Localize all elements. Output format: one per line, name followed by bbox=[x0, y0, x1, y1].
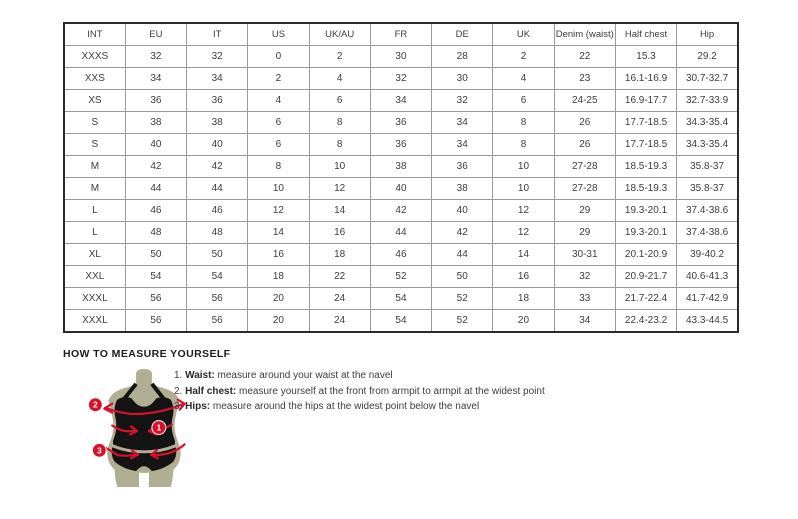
table-cell: 38 bbox=[187, 112, 248, 134]
measure-step bbox=[174, 387, 545, 398]
table-cell: 12 bbox=[248, 200, 309, 222]
table-cell: 14 bbox=[309, 200, 370, 222]
table-cell: 29 bbox=[554, 222, 615, 244]
table-cell: 10 bbox=[248, 178, 309, 200]
table-cell: 38 bbox=[370, 156, 431, 178]
table-cell: XXXL bbox=[64, 288, 125, 310]
table-row bbox=[64, 288, 738, 310]
table-cell: 24-25 bbox=[554, 90, 615, 112]
header-row bbox=[64, 23, 738, 46]
table-cell: 38 bbox=[125, 112, 186, 134]
table-cell: 42 bbox=[370, 200, 431, 222]
table-cell: 21.7-22.4 bbox=[615, 288, 676, 310]
table-cell: 22.4-23.2 bbox=[615, 310, 676, 333]
table-cell: 32 bbox=[554, 266, 615, 288]
table-cell: 34 bbox=[432, 112, 493, 134]
table-cell: 41.7-42.9 bbox=[677, 288, 738, 310]
table-cell: 50 bbox=[125, 244, 186, 266]
table-cell: 8 bbox=[309, 112, 370, 134]
table-cell: 6 bbox=[248, 112, 309, 134]
table-cell: M bbox=[64, 178, 125, 200]
measure-step bbox=[174, 402, 545, 413]
table-cell: S bbox=[64, 134, 125, 156]
table-row bbox=[64, 200, 738, 222]
table-cell: 29 bbox=[554, 200, 615, 222]
table-cell: 10 bbox=[493, 178, 554, 200]
table-row bbox=[64, 134, 738, 156]
table-cell: 16 bbox=[309, 222, 370, 244]
table-cell: 16 bbox=[493, 266, 554, 288]
table-cell: 56 bbox=[187, 310, 248, 333]
table-cell: 42 bbox=[432, 222, 493, 244]
table-cell: 46 bbox=[125, 200, 186, 222]
table-cell: 14 bbox=[248, 222, 309, 244]
table-body bbox=[64, 46, 738, 333]
table-cell: 37.4-38.6 bbox=[677, 200, 738, 222]
header-cell: DE bbox=[432, 23, 493, 46]
table-cell: 30.7-32.7 bbox=[677, 68, 738, 90]
table-cell: 33 bbox=[554, 288, 615, 310]
table-cell: 8 bbox=[493, 134, 554, 156]
table-cell: 56 bbox=[125, 288, 186, 310]
table-cell: 56 bbox=[187, 288, 248, 310]
table-cell: 54 bbox=[187, 266, 248, 288]
table-cell: 4 bbox=[493, 68, 554, 90]
table-cell: 8 bbox=[493, 112, 554, 134]
table-cell: 12 bbox=[309, 178, 370, 200]
table-row bbox=[64, 244, 738, 266]
table-cell: 18.5-19.3 bbox=[615, 156, 676, 178]
table-cell: 17.7-18.5 bbox=[615, 134, 676, 156]
section-heading: HOW TO MEASURE YOURSELF bbox=[63, 348, 231, 360]
step-text: measure yourself at the front from armpit to armpit at the widest point bbox=[236, 385, 545, 397]
table-cell: 50 bbox=[432, 266, 493, 288]
table-header bbox=[64, 23, 738, 46]
table-cell: 37.4-38.6 bbox=[677, 222, 738, 244]
table-cell: 23 bbox=[554, 68, 615, 90]
table-cell: 20.1-20.9 bbox=[615, 244, 676, 266]
table-cell: 36 bbox=[187, 90, 248, 112]
table-cell: 44 bbox=[187, 178, 248, 200]
table-cell: 35.8-37 bbox=[677, 156, 738, 178]
table-cell: 46 bbox=[187, 200, 248, 222]
step-number: 3. bbox=[174, 401, 186, 412]
waist-badge-number: 1 bbox=[156, 422, 162, 433]
table-row bbox=[64, 68, 738, 90]
table-cell: 20 bbox=[248, 310, 309, 333]
table-cell: 46 bbox=[370, 244, 431, 266]
table-cell: 8 bbox=[309, 134, 370, 156]
table-cell: 44 bbox=[432, 244, 493, 266]
table-cell: 4 bbox=[248, 90, 309, 112]
table-cell: 27-28 bbox=[554, 156, 615, 178]
table-cell: 52 bbox=[432, 288, 493, 310]
header-cell: Denim (waist) bbox=[554, 23, 615, 46]
table-row bbox=[64, 112, 738, 134]
table-cell: 8 bbox=[248, 156, 309, 178]
table-row bbox=[64, 178, 738, 200]
table-cell: 40 bbox=[125, 134, 186, 156]
table-cell: 2 bbox=[493, 46, 554, 68]
table-row bbox=[64, 90, 738, 112]
table-cell: 32 bbox=[125, 46, 186, 68]
table-cell: 4 bbox=[309, 68, 370, 90]
table-cell: 20 bbox=[248, 288, 309, 310]
table-cell: 34.3-35.4 bbox=[677, 134, 738, 156]
table-cell: 34 bbox=[370, 90, 431, 112]
table-cell: 32.7-33.9 bbox=[677, 90, 738, 112]
table-cell: 19.3-20.1 bbox=[615, 222, 676, 244]
step-text: measure around the hips at the widest point below the navel bbox=[210, 401, 480, 412]
table-cell: XXXL bbox=[64, 310, 125, 333]
table-cell: 35.8-37 bbox=[677, 178, 738, 200]
table-cell: 48 bbox=[187, 222, 248, 244]
table-row bbox=[64, 266, 738, 288]
measure-step bbox=[174, 371, 545, 382]
table-row bbox=[64, 310, 738, 333]
table-cell: 40.6-41.3 bbox=[677, 266, 738, 288]
table-cell: 36 bbox=[125, 90, 186, 112]
table-row bbox=[64, 222, 738, 244]
table-cell: 16 bbox=[248, 244, 309, 266]
table-cell: 2 bbox=[309, 46, 370, 68]
table-cell: 14 bbox=[493, 244, 554, 266]
table-cell: L bbox=[64, 222, 125, 244]
table-cell: 54 bbox=[125, 266, 186, 288]
table-cell: 24 bbox=[309, 310, 370, 333]
table-cell: XXXS bbox=[64, 46, 125, 68]
step-label: Half chest: bbox=[185, 385, 237, 397]
table-cell: 32 bbox=[370, 68, 431, 90]
table-cell: 36 bbox=[432, 156, 493, 178]
table-cell: 6 bbox=[309, 90, 370, 112]
header-cell: Half chest bbox=[615, 23, 676, 46]
table-cell: XXL bbox=[64, 266, 125, 288]
table-cell: M bbox=[64, 156, 125, 178]
table-cell: 34 bbox=[187, 68, 248, 90]
table-cell: 39-40.2 bbox=[677, 244, 738, 266]
table-cell: 12 bbox=[493, 222, 554, 244]
hips-badge-number: 3 bbox=[96, 445, 102, 456]
table-cell: 16.9-17.7 bbox=[615, 90, 676, 112]
table-cell: 19.3-20.1 bbox=[615, 200, 676, 222]
table-cell: 30 bbox=[370, 46, 431, 68]
table-cell: 32 bbox=[187, 46, 248, 68]
table-cell: 30 bbox=[432, 68, 493, 90]
table-cell: 16.1-16.9 bbox=[615, 68, 676, 90]
table-cell: 26 bbox=[554, 134, 615, 156]
header-cell: UK/AU bbox=[309, 23, 370, 46]
table-cell: 38 bbox=[432, 178, 493, 200]
table-cell: 10 bbox=[309, 156, 370, 178]
table-row bbox=[64, 46, 738, 68]
step-text: measure around your waist at the navel bbox=[214, 370, 393, 381]
table-cell: 18 bbox=[493, 288, 554, 310]
table-cell: 17.7-18.5 bbox=[615, 112, 676, 134]
table-cell: 43.3-44.5 bbox=[677, 310, 738, 333]
table-cell: 34 bbox=[432, 134, 493, 156]
step-number: 2. bbox=[174, 385, 186, 397]
table-cell: 22 bbox=[309, 266, 370, 288]
table-cell: 42 bbox=[125, 156, 186, 178]
table-cell: 2 bbox=[248, 68, 309, 90]
table-cell: 30-31 bbox=[554, 244, 615, 266]
table-cell: 18 bbox=[309, 244, 370, 266]
table-cell: XXS bbox=[64, 68, 125, 90]
table-cell: S bbox=[64, 112, 125, 134]
table-cell: 36 bbox=[370, 112, 431, 134]
header-cell: EU bbox=[125, 23, 186, 46]
table-cell: 40 bbox=[432, 200, 493, 222]
header-cell: FR bbox=[370, 23, 431, 46]
measure-steps bbox=[174, 371, 545, 418]
size-chart-table bbox=[63, 22, 739, 333]
table-cell: 27-28 bbox=[554, 178, 615, 200]
table-cell: 18 bbox=[248, 266, 309, 288]
table-cell: 54 bbox=[370, 288, 431, 310]
header-cell: UK bbox=[493, 23, 554, 46]
table-cell: 6 bbox=[493, 90, 554, 112]
table-cell: XS bbox=[64, 90, 125, 112]
table-cell: 6 bbox=[248, 134, 309, 156]
table-cell: 26 bbox=[554, 112, 615, 134]
header-cell: INT bbox=[64, 23, 125, 46]
step-label: Waist: bbox=[185, 370, 215, 381]
table-cell: 34 bbox=[554, 310, 615, 333]
table-cell: 54 bbox=[370, 310, 431, 333]
table-cell: 40 bbox=[187, 134, 248, 156]
table-cell: 52 bbox=[370, 266, 431, 288]
table-cell: 28 bbox=[432, 46, 493, 68]
table-cell: 22 bbox=[554, 46, 615, 68]
table-cell: 42 bbox=[187, 156, 248, 178]
table-cell: 48 bbox=[125, 222, 186, 244]
header-cell: IT bbox=[187, 23, 248, 46]
header-cell: Hip bbox=[677, 23, 738, 46]
table-cell: 24 bbox=[309, 288, 370, 310]
table-cell: 0 bbox=[248, 46, 309, 68]
table-cell: 20 bbox=[493, 310, 554, 333]
table-cell: 20.9-21.7 bbox=[615, 266, 676, 288]
table-cell: 50 bbox=[187, 244, 248, 266]
table-cell: 44 bbox=[370, 222, 431, 244]
table-cell: 15.3 bbox=[615, 46, 676, 68]
table-cell: 36 bbox=[370, 134, 431, 156]
table-cell: 32 bbox=[432, 90, 493, 112]
table-cell: 29.2 bbox=[677, 46, 738, 68]
table-cell: XL bbox=[64, 244, 125, 266]
table-row bbox=[64, 156, 738, 178]
table-cell: 10 bbox=[493, 156, 554, 178]
step-label: Hips: bbox=[185, 401, 211, 412]
table-cell: 56 bbox=[125, 310, 186, 333]
table-cell: 34 bbox=[125, 68, 186, 90]
header-cell: US bbox=[248, 23, 309, 46]
chest-badge-number: 2 bbox=[93, 399, 98, 410]
step-number: 1. bbox=[174, 370, 186, 381]
table-cell: 18.5-19.3 bbox=[615, 178, 676, 200]
table-cell: 52 bbox=[432, 310, 493, 333]
table-cell: 44 bbox=[125, 178, 186, 200]
table-cell: 34.3-35.4 bbox=[677, 112, 738, 134]
table-cell: L bbox=[64, 200, 125, 222]
table-cell: 12 bbox=[493, 200, 554, 222]
table-cell: 40 bbox=[370, 178, 431, 200]
